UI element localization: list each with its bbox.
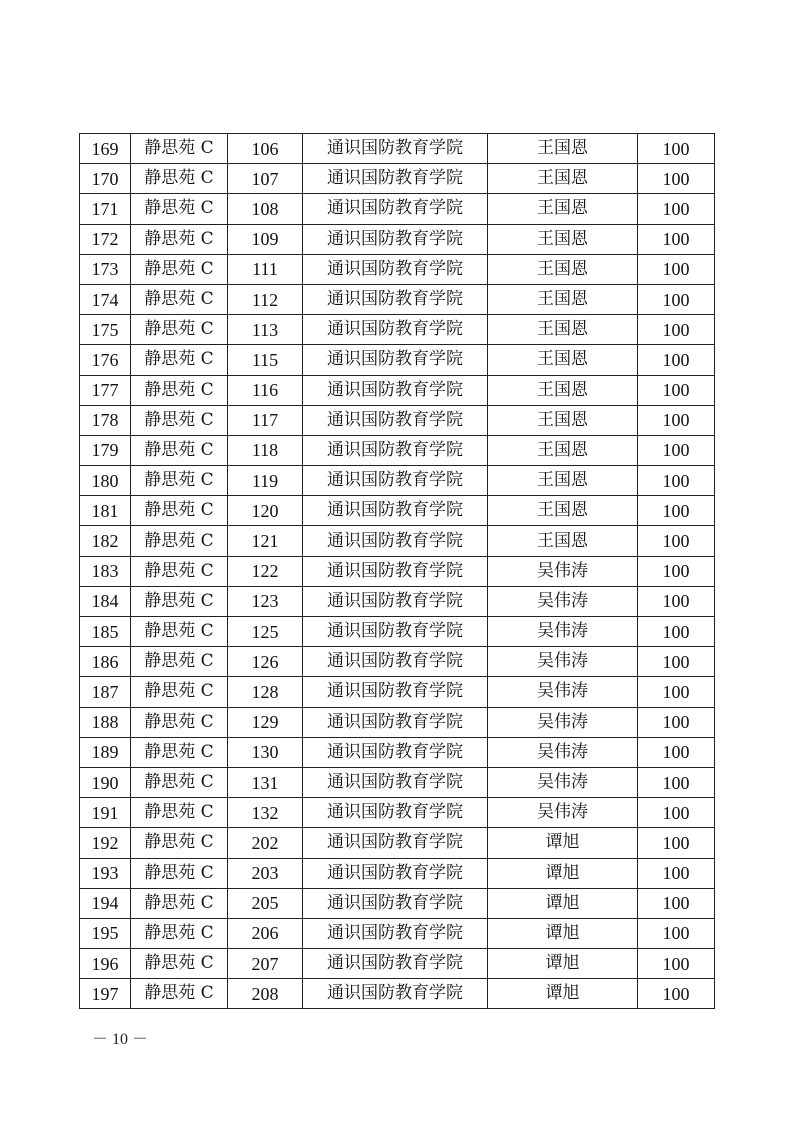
row-index-cell: 178 (80, 405, 131, 435)
teacher-name-cell: 王国恩 (488, 345, 638, 375)
room-number-cell: 107 (228, 164, 303, 194)
row-index-cell: 181 (80, 496, 131, 526)
teacher-name-cell: 谭旭 (488, 949, 638, 979)
table-row (80, 375, 715, 405)
score-cell: 100 (638, 677, 715, 707)
teacher-name-cell: 王国恩 (488, 466, 638, 496)
row-index-cell: 173 (80, 254, 131, 284)
score-cell: 100 (638, 767, 715, 797)
college-cell: 通识国防教育学院 (303, 496, 488, 526)
table-row (80, 466, 715, 496)
score-cell: 100 (638, 707, 715, 737)
row-index-cell: 194 (80, 888, 131, 918)
room-number-cell: 132 (228, 798, 303, 828)
table-row (80, 617, 715, 647)
teacher-name-cell: 吴伟涛 (488, 647, 638, 677)
row-index-cell: 179 (80, 435, 131, 465)
building-cell: 静思苑 C (131, 858, 228, 888)
room-number-cell: 203 (228, 858, 303, 888)
table-row (80, 677, 715, 707)
table-row (80, 134, 715, 164)
row-index-cell: 169 (80, 134, 131, 164)
teacher-name-cell: 王国恩 (488, 375, 638, 405)
room-number-cell: 113 (228, 315, 303, 345)
row-index-cell: 176 (80, 345, 131, 375)
row-index-cell: 186 (80, 647, 131, 677)
college-cell: 通识国防教育学院 (303, 526, 488, 556)
building-cell: 静思苑 C (131, 134, 228, 164)
score-cell: 100 (638, 466, 715, 496)
building-cell: 静思苑 C (131, 979, 228, 1009)
table-row (80, 647, 715, 677)
row-index-cell: 188 (80, 707, 131, 737)
building-cell: 静思苑 C (131, 647, 228, 677)
row-index-cell: 182 (80, 526, 131, 556)
score-cell: 100 (638, 617, 715, 647)
building-cell: 静思苑 C (131, 405, 228, 435)
college-cell: 通识国防教育学院 (303, 315, 488, 345)
table-row (80, 345, 715, 375)
teacher-name-cell: 吴伟涛 (488, 586, 638, 616)
score-cell: 100 (638, 405, 715, 435)
teacher-name-cell: 谭旭 (488, 918, 638, 948)
building-cell: 静思苑 C (131, 315, 228, 345)
college-cell: 通识国防教育学院 (303, 254, 488, 284)
row-index-cell: 172 (80, 224, 131, 254)
score-cell: 100 (638, 888, 715, 918)
teacher-name-cell: 吴伟涛 (488, 677, 638, 707)
college-cell: 通识国防教育学院 (303, 284, 488, 314)
dormitory-table-container (79, 133, 714, 1009)
room-number-cell: 117 (228, 405, 303, 435)
table-row (80, 526, 715, 556)
building-cell: 静思苑 C (131, 707, 228, 737)
row-index-cell: 197 (80, 979, 131, 1009)
table-body (80, 134, 715, 1009)
table-row (80, 949, 715, 979)
teacher-name-cell: 王国恩 (488, 134, 638, 164)
building-cell: 静思苑 C (131, 586, 228, 616)
table-row (80, 224, 715, 254)
score-cell: 100 (638, 647, 715, 677)
table-row (80, 164, 715, 194)
score-cell: 100 (638, 134, 715, 164)
score-cell: 100 (638, 315, 715, 345)
college-cell: 通识国防教育学院 (303, 556, 488, 586)
teacher-name-cell: 王国恩 (488, 284, 638, 314)
row-index-cell: 191 (80, 798, 131, 828)
building-cell: 静思苑 C (131, 194, 228, 224)
room-number-cell: 205 (228, 888, 303, 918)
college-cell: 通识国防教育学院 (303, 345, 488, 375)
college-cell: 通识国防教育学院 (303, 979, 488, 1009)
score-cell: 100 (638, 496, 715, 526)
teacher-name-cell: 谭旭 (488, 858, 638, 888)
room-number-cell: 121 (228, 526, 303, 556)
row-index-cell: 189 (80, 737, 131, 767)
room-number-cell: 130 (228, 737, 303, 767)
college-cell: 通识国防教育学院 (303, 466, 488, 496)
building-cell: 静思苑 C (131, 677, 228, 707)
teacher-name-cell: 谭旭 (488, 828, 638, 858)
building-cell: 静思苑 C (131, 164, 228, 194)
row-index-cell: 193 (80, 858, 131, 888)
table-row (80, 405, 715, 435)
teacher-name-cell: 王国恩 (488, 526, 638, 556)
score-cell: 100 (638, 194, 715, 224)
table-row (80, 888, 715, 918)
room-number-cell: 112 (228, 284, 303, 314)
teacher-name-cell: 王国恩 (488, 164, 638, 194)
row-index-cell: 171 (80, 194, 131, 224)
room-number-cell: 208 (228, 979, 303, 1009)
score-cell: 100 (638, 164, 715, 194)
room-number-cell: 126 (228, 647, 303, 677)
table-row (80, 496, 715, 526)
teacher-name-cell: 王国恩 (488, 405, 638, 435)
room-number-cell: 206 (228, 918, 303, 948)
room-number-cell: 122 (228, 556, 303, 586)
room-number-cell: 129 (228, 707, 303, 737)
row-index-cell: 190 (80, 767, 131, 797)
room-number-cell: 123 (228, 586, 303, 616)
teacher-name-cell: 吴伟涛 (488, 798, 638, 828)
teacher-name-cell: 王国恩 (488, 496, 638, 526)
table-row (80, 858, 715, 888)
row-index-cell: 192 (80, 828, 131, 858)
room-number-cell: 115 (228, 345, 303, 375)
row-index-cell: 175 (80, 315, 131, 345)
building-cell: 静思苑 C (131, 345, 228, 375)
teacher-name-cell: 谭旭 (488, 888, 638, 918)
building-cell: 静思苑 C (131, 284, 228, 314)
room-number-cell: 202 (228, 828, 303, 858)
table-row (80, 979, 715, 1009)
row-index-cell: 183 (80, 556, 131, 586)
row-index-cell: 184 (80, 586, 131, 616)
room-number-cell: 128 (228, 677, 303, 707)
building-cell: 静思苑 C (131, 435, 228, 465)
college-cell: 通识国防教育学院 (303, 405, 488, 435)
college-cell: 通识国防教育学院 (303, 888, 488, 918)
score-cell: 100 (638, 828, 715, 858)
room-number-cell: 207 (228, 949, 303, 979)
building-cell: 静思苑 C (131, 556, 228, 586)
building-cell: 静思苑 C (131, 224, 228, 254)
college-cell: 通识国防教育学院 (303, 224, 488, 254)
score-cell: 100 (638, 586, 715, 616)
score-cell: 100 (638, 737, 715, 767)
teacher-name-cell: 谭旭 (488, 979, 638, 1009)
teacher-name-cell: 王国恩 (488, 435, 638, 465)
score-cell: 100 (638, 224, 715, 254)
score-cell: 100 (638, 284, 715, 314)
college-cell: 通识国防教育学院 (303, 918, 488, 948)
score-cell: 100 (638, 345, 715, 375)
room-number-cell: 108 (228, 194, 303, 224)
dormitory-table (79, 133, 715, 1009)
table-row (80, 194, 715, 224)
building-cell: 静思苑 C (131, 828, 228, 858)
college-cell: 通识国防教育学院 (303, 828, 488, 858)
college-cell: 通识国防教育学院 (303, 194, 488, 224)
table-row (80, 828, 715, 858)
score-cell: 100 (638, 979, 715, 1009)
table-row (80, 798, 715, 828)
row-index-cell: 180 (80, 466, 131, 496)
table-row (80, 737, 715, 767)
table-row (80, 435, 715, 465)
college-cell: 通识国防教育学院 (303, 858, 488, 888)
building-cell: 静思苑 C (131, 466, 228, 496)
row-index-cell: 170 (80, 164, 131, 194)
score-cell: 100 (638, 254, 715, 284)
building-cell: 静思苑 C (131, 375, 228, 405)
room-number-cell: 106 (228, 134, 303, 164)
college-cell: 通识国防教育学院 (303, 164, 488, 194)
table-row (80, 767, 715, 797)
college-cell: 通识国防教育学院 (303, 677, 488, 707)
college-cell: 通识国防教育学院 (303, 949, 488, 979)
teacher-name-cell: 王国恩 (488, 224, 638, 254)
teacher-name-cell: 吴伟涛 (488, 617, 638, 647)
room-number-cell: 120 (228, 496, 303, 526)
room-number-cell: 125 (228, 617, 303, 647)
building-cell: 静思苑 C (131, 767, 228, 797)
college-cell: 通识国防教育学院 (303, 375, 488, 405)
table-row (80, 586, 715, 616)
teacher-name-cell: 吴伟涛 (488, 556, 638, 586)
row-index-cell: 174 (80, 284, 131, 314)
score-cell: 100 (638, 798, 715, 828)
college-cell: 通识国防教育学院 (303, 798, 488, 828)
room-number-cell: 109 (228, 224, 303, 254)
room-number-cell: 111 (228, 254, 303, 284)
teacher-name-cell: 王国恩 (488, 315, 638, 345)
row-index-cell: 187 (80, 677, 131, 707)
page-number: － 10 － (92, 1031, 149, 1048)
room-number-cell: 119 (228, 466, 303, 496)
table-row (80, 918, 715, 948)
row-index-cell: 177 (80, 375, 131, 405)
score-cell: 100 (638, 949, 715, 979)
score-cell: 100 (638, 858, 715, 888)
row-index-cell: 195 (80, 918, 131, 948)
table-row (80, 254, 715, 284)
teacher-name-cell: 吴伟涛 (488, 707, 638, 737)
college-cell: 通识国防教育学院 (303, 647, 488, 677)
college-cell: 通识国防教育学院 (303, 737, 488, 767)
table-row (80, 556, 715, 586)
table-row (80, 315, 715, 345)
college-cell: 通识国防教育学院 (303, 435, 488, 465)
room-number-cell: 116 (228, 375, 303, 405)
building-cell: 静思苑 C (131, 617, 228, 647)
score-cell: 100 (638, 556, 715, 586)
college-cell: 通识国防教育学院 (303, 134, 488, 164)
table-row (80, 707, 715, 737)
building-cell: 静思苑 C (131, 254, 228, 284)
row-index-cell: 196 (80, 949, 131, 979)
building-cell: 静思苑 C (131, 737, 228, 767)
building-cell: 静思苑 C (131, 949, 228, 979)
score-cell: 100 (638, 375, 715, 405)
score-cell: 100 (638, 435, 715, 465)
teacher-name-cell: 吴伟涛 (488, 737, 638, 767)
table-row (80, 284, 715, 314)
score-cell: 100 (638, 918, 715, 948)
row-index-cell: 185 (80, 617, 131, 647)
college-cell: 通识国防教育学院 (303, 707, 488, 737)
building-cell: 静思苑 C (131, 496, 228, 526)
college-cell: 通识国防教育学院 (303, 617, 488, 647)
teacher-name-cell: 吴伟涛 (488, 767, 638, 797)
building-cell: 静思苑 C (131, 526, 228, 556)
college-cell: 通识国防教育学院 (303, 586, 488, 616)
teacher-name-cell: 王国恩 (488, 194, 638, 224)
room-number-cell: 118 (228, 435, 303, 465)
building-cell: 静思苑 C (131, 798, 228, 828)
room-number-cell: 131 (228, 767, 303, 797)
teacher-name-cell: 王国恩 (488, 254, 638, 284)
score-cell: 100 (638, 526, 715, 556)
building-cell: 静思苑 C (131, 918, 228, 948)
building-cell: 静思苑 C (131, 888, 228, 918)
college-cell: 通识国防教育学院 (303, 767, 488, 797)
